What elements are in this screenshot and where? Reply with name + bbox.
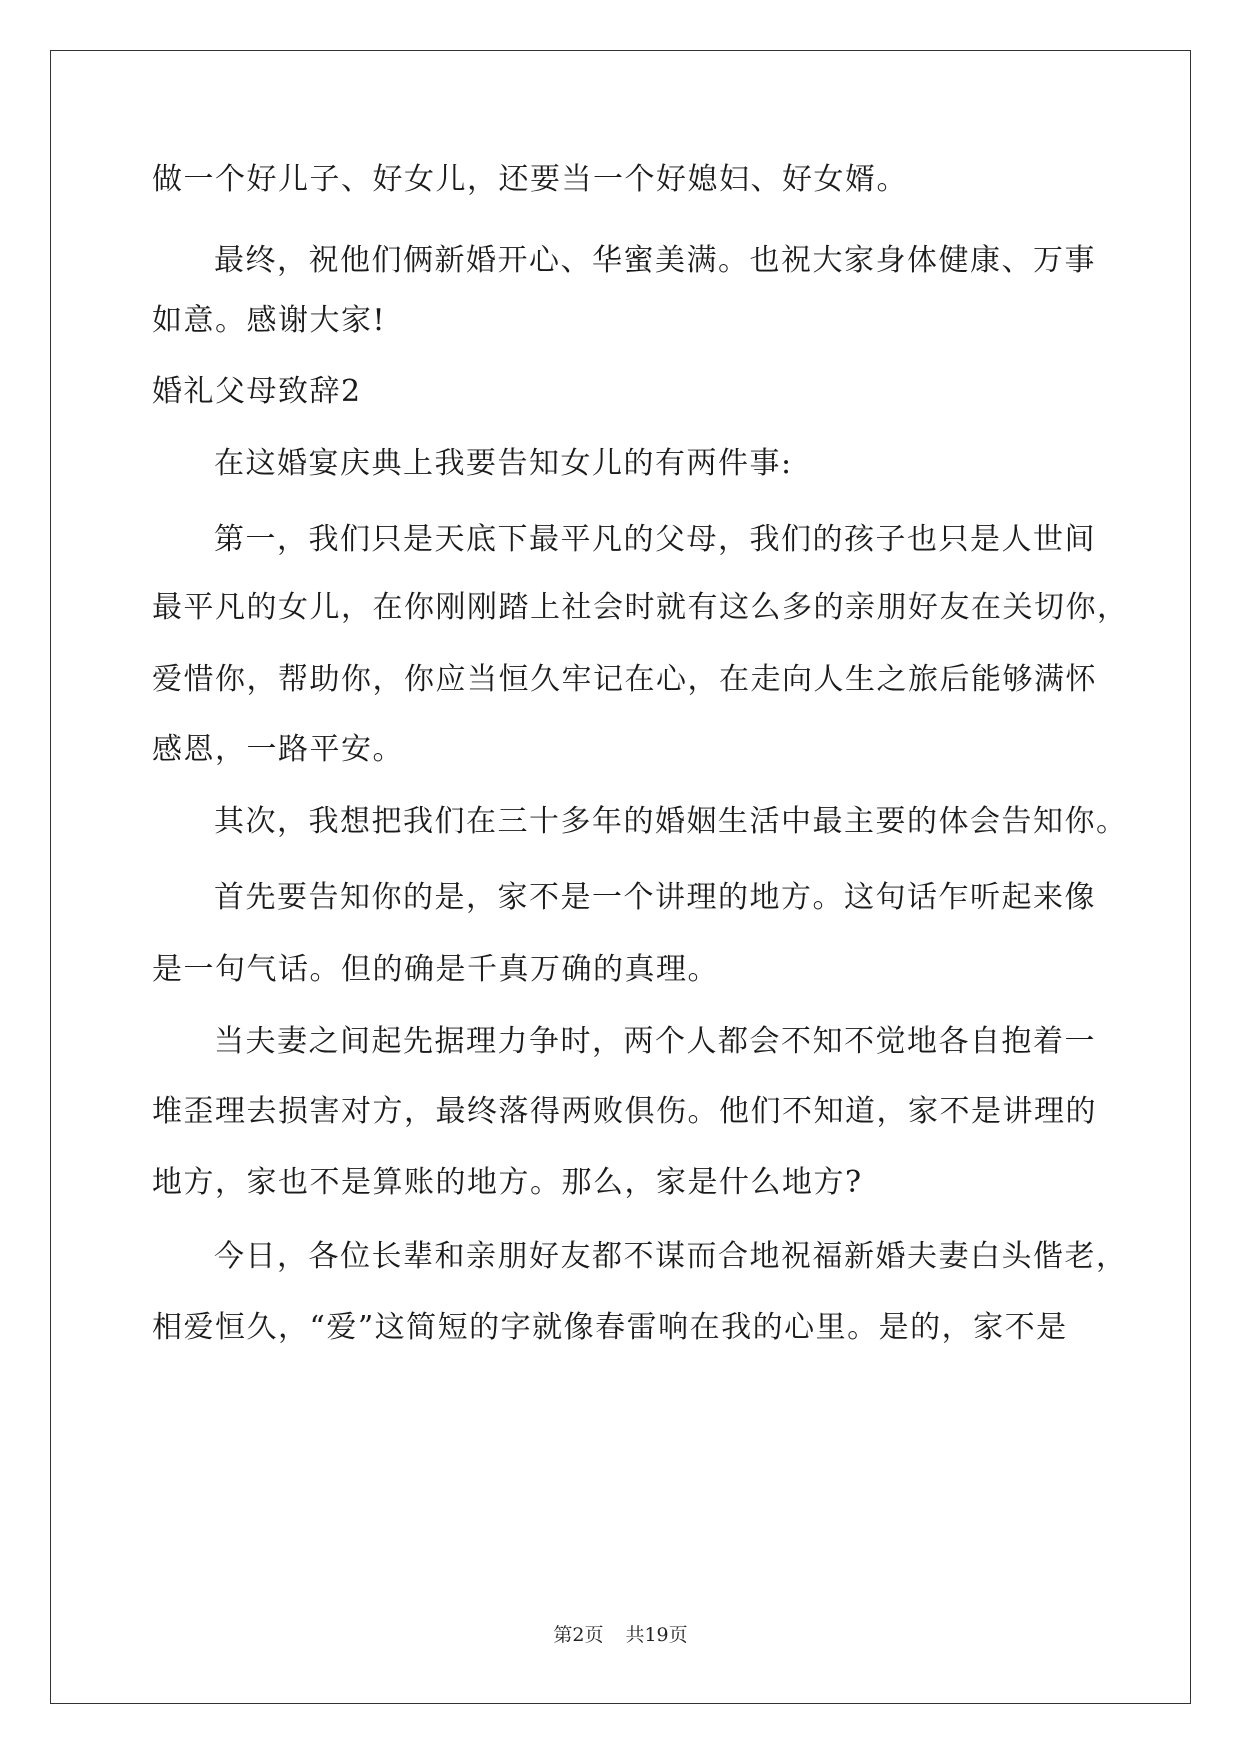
text-line: 最平凡的女儿，在你刚刚踏上社会时就有这么多的亲朋好友在关切你， — [152, 590, 1129, 625]
text-line: 当夫妻之间起先据理力争时，两个人都会不知不觉地各自抱着一 — [214, 1024, 1096, 1059]
text-line: 感恩，一路平安。 — [152, 732, 404, 767]
text-line: 首先要告知你的是，家不是一个讲理的地方。这句话乍听起来像 — [214, 880, 1096, 915]
text-line: 今日，各位长辈和亲朋好友都不谋而合地祝福新婚夫妻白头偕老， — [214, 1239, 1128, 1274]
page-number-total: 共19页 — [625, 1624, 688, 1646]
text-line: 地方，家也不是算账的地方。那么，家是什么地方? — [152, 1165, 863, 1200]
text-line: 其次，我想把我们在三十多年的婚姻生活中最主要的体会告知你。 — [214, 804, 1128, 839]
page-number-current: 第2页 — [553, 1624, 604, 1646]
text-line: 相爱恒久，“爱”这简短的字就像春雷响在我的心里。是的，家不是 — [152, 1310, 1068, 1345]
text-line: 做一个好儿子、好女儿，还要当一个好媳妇、好女婿。 — [152, 162, 908, 197]
text-line: 在这婚宴庆典上我要告知女儿的有两件事: — [214, 446, 793, 481]
text-line: 是一句气话。但的确是千真万确的真理。 — [152, 952, 719, 987]
section-heading: 婚礼父母致辞2 — [152, 374, 362, 409]
page-border — [50, 50, 1191, 1704]
text-line: 最终，祝他们俩新婚开心、华蜜美满。也祝大家身体健康、万事 — [214, 243, 1096, 278]
text-line: 堆歪理去损害对方，最终落得两败俱伤。他们不知道，家不是讲理的 — [152, 1094, 1097, 1129]
text-line: 爱惜你，帮助你，你应当恒久牢记在心，在走向人生之旅后能够满怀 — [152, 662, 1097, 697]
text-line: 如意。感谢大家! — [152, 303, 387, 338]
text-line: 第一，我们只是天底下最平凡的父母，我们的孩子也只是人世间 — [214, 522, 1096, 557]
page-footer — [0, 1623, 1241, 1647]
